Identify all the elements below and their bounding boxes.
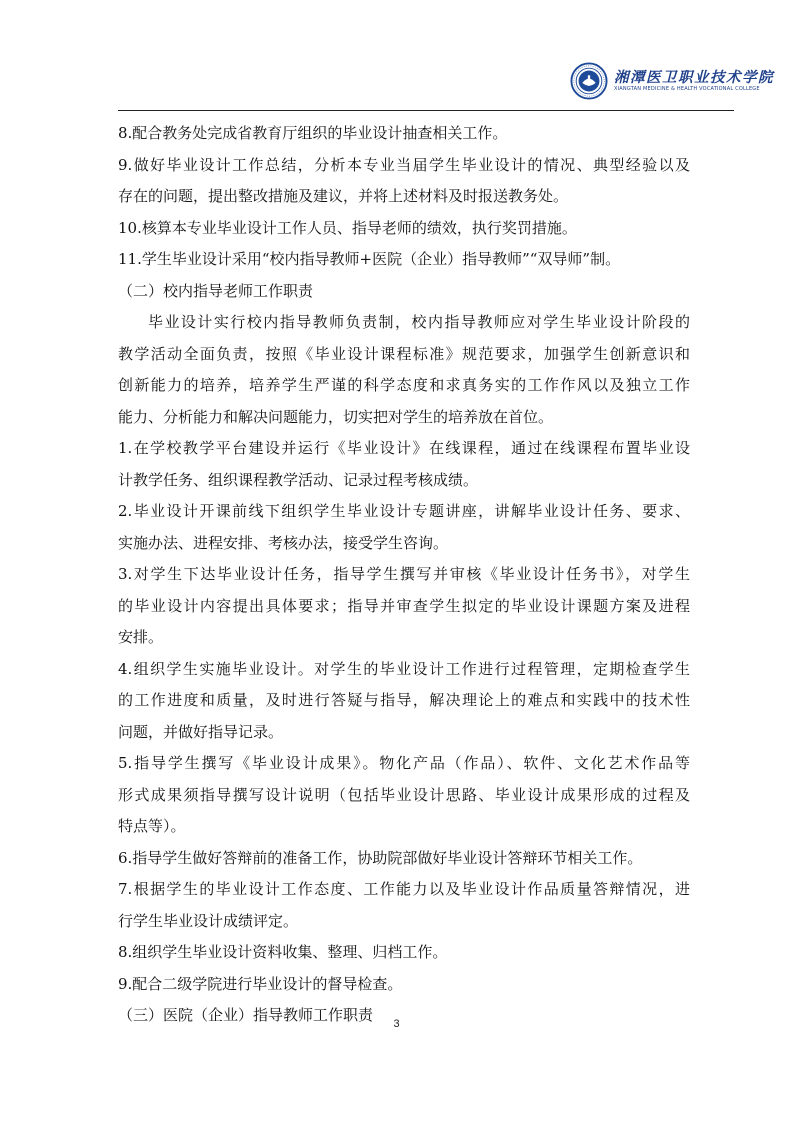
text-line: 行学生毕业设计成绩评定。 xyxy=(118,911,299,930)
text-line: 2.毕业设计开课前线下组织学生毕业设计专题讲座，讲解毕业设计任务、要求、 xyxy=(118,502,690,520)
text-line: 4.组织学生实施毕业设计。对学生的毕业设计工作进行过程管理，定期检查学生 xyxy=(118,659,690,678)
college-name-cn: 湘潭医卫职业技术学院 xyxy=(614,69,774,86)
text-line: 的工作进度和质量，及时进行答疑与指导，解决理论上的难点和实践中的技术性 xyxy=(118,691,690,709)
text-line: 9.配合二级学院进行毕业设计的督导检查。 xyxy=(118,974,403,993)
text-line: 安排。 xyxy=(118,628,164,646)
college-logo xyxy=(570,62,774,100)
text-line: 存在的问题，提出整改措施及建议，并将上述材料及时报送教务处。 xyxy=(118,187,569,205)
page-header xyxy=(0,0,793,115)
text-line: 9.做好毕业设计工作总结，分析本专业当届学生毕业设计的情况、典型经验以及 xyxy=(118,155,690,174)
text-line: 6.指导学生做好答辩前的准备工作，协助院部做好毕业设计答辩环节相关工作。 xyxy=(118,848,643,867)
text-line: 8.组织学生毕业设计资料收集、整理、归档工作。 xyxy=(118,943,448,961)
page-number: 3 xyxy=(393,1018,400,1030)
text-line: 11.学生毕业设计采用“校内指导教师+医院（企业）指导教师”“双导师”制。 xyxy=(118,250,621,268)
college-seal-icon xyxy=(570,62,608,100)
text-line: 8.配合教务处完成省教育厅组织的毕业设计抽查相关工作。 xyxy=(118,124,508,142)
header-divider xyxy=(118,110,734,111)
text-line: 毕业设计实行校内指导教师负责制，校内指导教师应对学生毕业设计阶段的 xyxy=(148,313,690,331)
document-body xyxy=(118,118,690,1032)
text-line: 10.核算本专业毕业设计工作人员、指导老师的绩效，执行奖罚措施。 xyxy=(118,218,577,237)
text-line: 计教学任务、组织课程教学活动、记录过程考核成绩。 xyxy=(118,470,479,489)
text-line: 能力、分析能力和解决问题能力，切实把对学生的培养放在首位。 xyxy=(118,407,554,426)
text-line: 的毕业设计内容提出具体要求；指导并审查学生拟定的毕业设计课题方案及进程 xyxy=(118,596,690,615)
text-line: 教学活动全面负责，按照《毕业设计课程标准》规范要求，加强学生创新意识和 xyxy=(118,344,690,363)
text-line: 形式成果须指导撰写设计说明（包括毕业设计思路、毕业设计成果形成的过程及 xyxy=(118,785,690,804)
text-line: 特点等）。 xyxy=(118,817,186,835)
text-line: 3.对学生下达毕业设计任务，指导学生撰写并审核《毕业设计任务书》，对学生 xyxy=(118,565,690,583)
text-line: 1.在学校教学平台建设并运行《毕业设计》在线课程，通过在线课程布置毕业设 xyxy=(118,439,690,457)
text-line: 实施办法、进程安排、考核办法，接受学生咨询。 xyxy=(118,533,449,552)
section-heading: （三）医院（企业）指导教师工作职责 xyxy=(118,1006,374,1024)
section-heading: （二）校内指导老师工作职责 xyxy=(118,281,314,300)
college-name-en: XIANGTAN MEDICINE & HEALTH VOCATIONAL COLLEGE xyxy=(614,86,760,92)
text-line: 问题，并做好指导记录。 xyxy=(118,722,284,741)
text-line: 创新能力的培养，培养学生严谨的科学态度和求真务实的工作作风以及独立工作 xyxy=(118,376,690,394)
text-line: 7.根据学生的毕业设计工作态度、工作能力以及毕业设计作品质量答辩情况，进 xyxy=(118,880,690,898)
text-line: 5.指导学生撰写《毕业设计成果》。物化产品（作品）、软件、文化艺术作品等 xyxy=(118,754,690,772)
